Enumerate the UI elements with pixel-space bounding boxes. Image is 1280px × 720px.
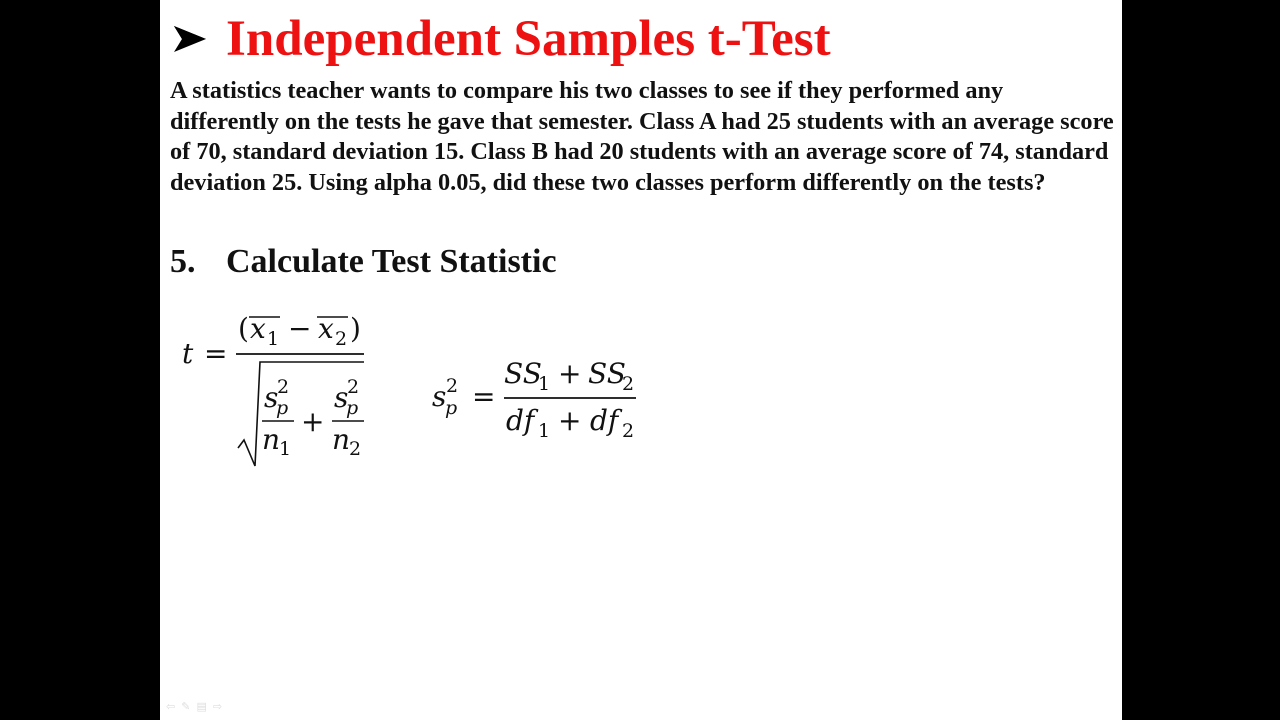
problem-statement: A statistics teacher wants to compare his two classes to see if they performed any differently on the tests he gave that semester. Class A had 25 students with an average score of 70, standard deviation 15. Class B had 20 students with an average score of 74, standard deviation 25. Using alpha 0.05, did these two classes perform differently on the tests? bbox=[170, 77, 1114, 196]
sp-subscript-right: p bbox=[346, 397, 359, 419]
n2-subscript: 2 bbox=[349, 438, 362, 460]
df-plus: + bbox=[558, 404, 582, 437]
sp-square-right: 2 bbox=[347, 376, 360, 398]
step-title: Calculate Test Statistic bbox=[226, 243, 557, 280]
df1-symbol: df bbox=[506, 404, 535, 437]
sp-subscript-left: p bbox=[276, 397, 289, 419]
df1-subscript: 1 bbox=[538, 420, 551, 442]
pooled-variance-formula bbox=[432, 357, 636, 442]
x1-subscript: 1 bbox=[267, 328, 280, 350]
sp-symbol-right: s bbox=[334, 381, 349, 414]
slide-title: Independent Samples t-Test bbox=[226, 11, 831, 67]
n1-symbol: n bbox=[262, 423, 281, 456]
back-arrow-icon[interactable]: ⇦ bbox=[166, 700, 176, 713]
t-equals: = bbox=[204, 337, 228, 370]
ss-plus: + bbox=[558, 357, 582, 390]
sp-symbol-left: s bbox=[264, 381, 279, 414]
numerator-close-paren: ) bbox=[350, 312, 361, 345]
n1-subscript: 1 bbox=[279, 438, 292, 460]
title-row bbox=[172, 6, 831, 72]
sp-square-left: 2 bbox=[277, 376, 290, 398]
formulas-svg bbox=[160, 300, 1122, 490]
step-number: 5. bbox=[170, 243, 196, 280]
x2-subscript: 2 bbox=[335, 328, 348, 350]
slide bbox=[160, 0, 1122, 720]
ss2-symbol: SS bbox=[588, 357, 626, 390]
sp-subscript: p bbox=[445, 397, 458, 419]
n2-symbol: n bbox=[332, 423, 351, 456]
step-heading bbox=[170, 237, 557, 287]
arrowhead-bullet-icon bbox=[172, 24, 208, 54]
numerator-minus: − bbox=[288, 312, 312, 345]
x2-symbol: x bbox=[318, 312, 334, 345]
t-statistic-formula bbox=[182, 312, 364, 466]
sp-symbol: s bbox=[432, 380, 447, 413]
ss1-subscript: 1 bbox=[538, 373, 551, 395]
df2-subscript: 2 bbox=[622, 420, 635, 442]
t-symbol: t bbox=[182, 337, 194, 370]
ss2-subscript: 2 bbox=[622, 373, 635, 395]
sp-equals: = bbox=[472, 380, 496, 413]
denominator-plus: + bbox=[301, 405, 325, 438]
x1-symbol: x bbox=[250, 312, 266, 345]
numerator-open-paren: ( bbox=[238, 312, 249, 345]
sp-square: 2 bbox=[446, 375, 459, 397]
df2-symbol: df bbox=[590, 404, 619, 437]
ss1-symbol: SS bbox=[504, 357, 542, 390]
menu-icon[interactable]: ▤ bbox=[196, 700, 207, 713]
pen-icon[interactable]: ✎ bbox=[181, 700, 191, 713]
formula-area bbox=[160, 300, 1122, 490]
forward-arrow-icon[interactable]: ⇨ bbox=[212, 700, 223, 713]
slideshow-nav-controls bbox=[166, 700, 222, 713]
